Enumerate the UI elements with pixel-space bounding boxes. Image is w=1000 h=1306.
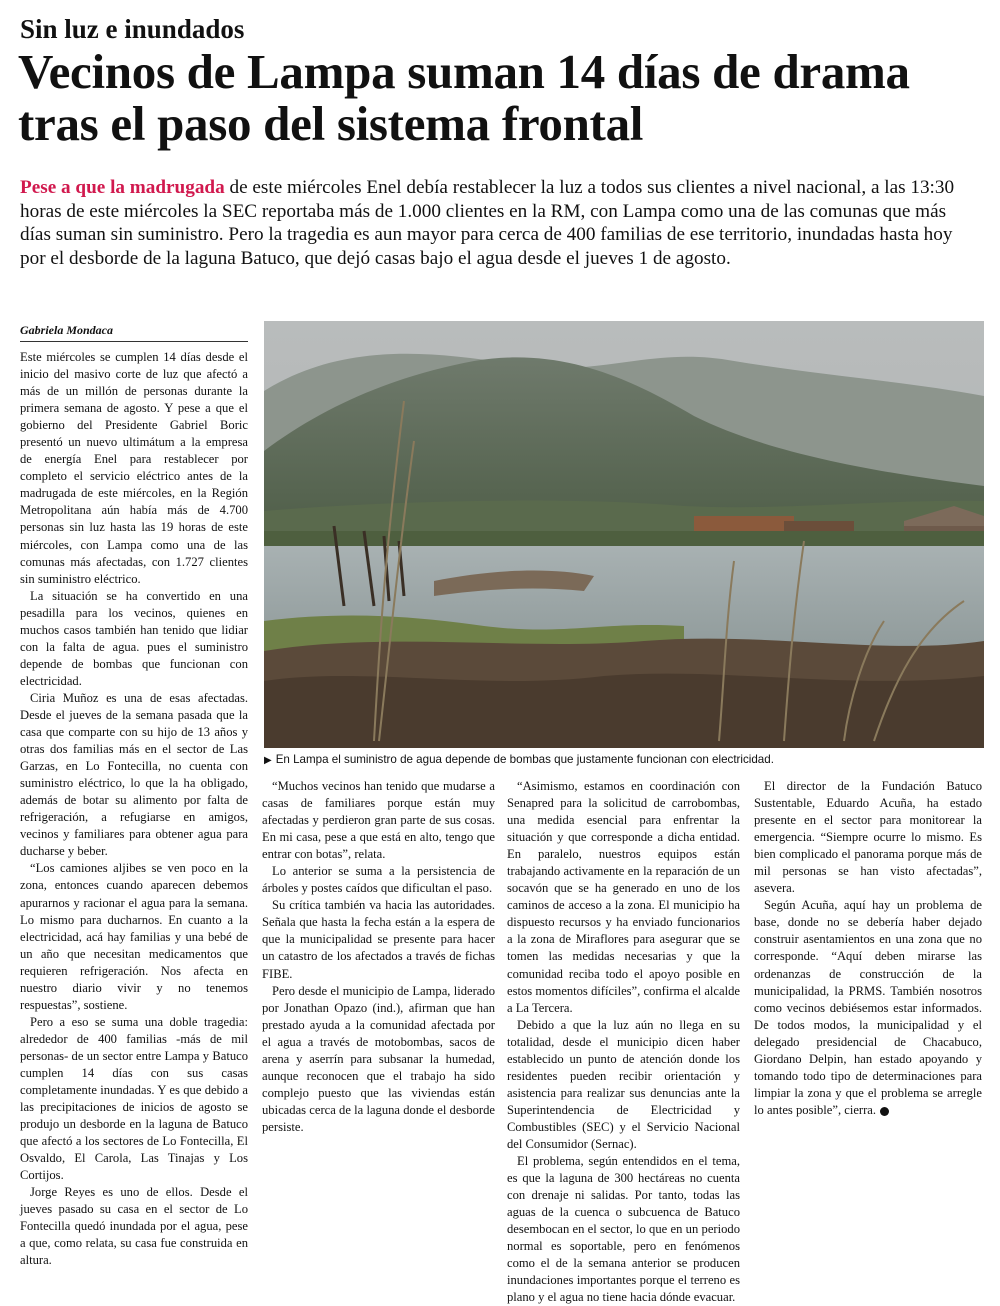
caption-text: En Lampa el suministro de agua depende de bombas que justamente funcionan con electricidad. — [275, 753, 774, 766]
kicker: Sin luz e inundados — [20, 14, 245, 44]
body-paragraph: Lo anterior se suma a la persistencia de árboles y postes caídos que dificultan el paso. — [262, 864, 495, 896]
closing-text: Según Acuña, aquí hay un problema de base, donde no se debería haber dejado construir asentamientos en una zona que no corresponde. “Aquí deben mirarse las ordenanzas de construcción de la municipalidad, la PRMS. También nosotros como vecinos debiésemos estar informados. De todos modos, la municipalidad y el delegado presidencial de Chacabuco, Giordano Delpin, han estado apoyando y tomando todo tipo de determinaciones para limpiar la zona y que el problema se arregle lo antes posible”, cierra. — [754, 898, 982, 1117]
lead-text: de este miércoles Enel debía restablecer la luz a todos sus clientes a nivel nacional, a las 13:30 horas de este miércoles la SEC reportaba más de 1.000 clientes en la RM, con Lampa como una de las comunas que más días suman sin suministro. Pero la tragedia es aun mayor para cerca de 400 familias de ese territorio, inundadas hasta hoy por el desborde de la laguna Batuco, que dejó casas bajo el agua desde el jueves 1 de agosto. — [20, 177, 955, 269]
headline: Vecinos de Lampa suman 14 días de drama tras el paso del sistema frontal — [18, 44, 910, 151]
body-paragraph: Pero a eso se suma una doble tragedia: alrededor de 400 familias -más de mil personas- de un sector entre Lampa y Batuco cumplen 14 días con sus casas completamente inundadas. Y es que debido a las precipitaciones de inicios de agosto se produjo un desborde en la laguna de Batuco que afectó a los sectores de Lo Fontecilla, El Osvaldo, El Carola, Las Tinajas y Los Cortijos. — [20, 1014, 248, 1183]
body-paragraph: La situación se ha convertido en una pesadilla para los vecinos, quienes en muchos casos también han tenido que lidiar con la falta de agua. pues el suministro depende de bombas que funcionan con electricidad. — [20, 588, 248, 688]
byline: Gabriela Mondaca — [20, 323, 248, 342]
flooded-field-photo — [264, 321, 984, 748]
body-paragraph: El director de la Fundación Batuco Sustentable, Eduardo Acuña, ha estado presente en el sector para monitorear la emergencia. “Siempre ocurre lo mismo. Es bien complicado el panorama porque más de mil personas se han visto afectadas”, asevera. — [754, 779, 982, 896]
body-paragraph: Pero desde el municipio de Lampa, liderado por Jonathan Opazo (ind.), afirman que han prestado ayuda a la comunidad afectada por el agua a través de motobombas, sacos de arena y aserrín para subsanar la humedad, aunque reconocen que el trabajo ha sido complejo puesto que las viviendas están ubicadas cerca de la laguna donde el desborde persiste. — [262, 983, 495, 1134]
body-paragraph: “Asimismo, estamos en coordinación con Senapred para la solicitud de carrobombas, una medida esencial para enfrentar la situación y que corresponde a dicha entidad. En paralelo, nuestros equipos están trabajando activamente en la reparación de un socavón que se ha generado en uno de los caminos de acceso a la zona. El municipio ha dispuesto recursos y ha enviado funcionarios a la zona de Miraflores para asegurar que se tomen las medidas necesarias y que la comunidad reciba todo el apoyo posible en estos momentos difíciles”, confirma el alcalde a La Tercera. — [507, 779, 740, 1015]
body-paragraph: “Muchos vecinos han tenido que mudarse a casas de familiares porque están muy afectadas y perdieron gran parte de sus cosas. En mi casa, pese a que está en alto, tengo que entrar con botas”, relata. — [262, 779, 495, 862]
body-paragraph: Jorge Reyes es uno de ellos. Desde el jueves pasado su casa en el sector de Lo Fontecilla quedó inundada por el agua, pese a que, como relata, su casa fue construida en altura. — [20, 1185, 248, 1268]
end-mark-icon — [880, 1107, 889, 1116]
caption-arrow-icon: ▶ — [264, 755, 272, 766]
body-paragraph: Este miércoles se cumplen 14 días desde el inicio del masivo corte de luz que afectó a más de un millón de personas durante la primera semana de agosto. Y pese a que el gobierno del Presidente Gabriel Boric presentó un nuevo ultimátum a la empresa de energía Enel para restablecer por completo el servicio eléctrico antes de la madrugada de este miércoles, en la Región Metropolitana aún había más de 4.700 personas sin luz hasta las 19 horas de este miércoles, con Lampa como una de las comunas más afectadas, con 1.727 clientes sin suministro eléctrico. — [20, 350, 248, 586]
article-column-2 — [262, 778, 495, 1158]
body-paragraph: El problema, según entendidos en el tema, es que la laguna de 300 hectáreas no cuenta con drenaje ni salidas. Por tanto, todas las aguas de la cuenca o subcuenca de Batuco desembocan en el sector, lo que en un periodo normal es soportable, pero en fenómenos como el de la semana anterior se producen inundaciones importantes porque el terreno es plano y el agua no tiene hacia dónde evacuar. — [507, 1154, 740, 1305]
body-paragraph: Ciria Muñoz es una de esas afectadas. Desde el jueves de la semana pasada que la casa que comparte con su hijo de 13 años y otras dos familias más en el sector de Las Garzas, en Lo Fontecilla, no cuenta con suministro eléctrico, lo que la ha obligado, además de botar su alimento por falta de refrigeración, a refugiarse en amigos, vecinos y familiares para obtener agua para ducharse y beber. — [20, 690, 248, 859]
body-paragraph: “Los camiones aljibes se ven poco en la zona, entonces cuando aparecen debemos apurarnos y racionar el agua para la semana. Lo mismo para ducharnos. En cuanto a la electricidad, acá hay familias y una bebé de un año que necesitan medicamentos que requieren refrigeración. Nos afecta en nuestro diario vivir y no tenemos respuestas”, sostiene. — [20, 861, 248, 1012]
article-column-3 — [507, 778, 740, 1305]
byline-block — [20, 323, 248, 342]
lead-paragraph — [20, 176, 980, 270]
body-paragraph: Su crítica también va hacia las autoridades. Señala que hasta la fecha están a la espera de que la municipalidad se presente para hacer un catastro de los afectados a través de fichas FIBE. — [262, 898, 495, 981]
article-column-1 — [20, 349, 248, 1268]
article-column-4 — [754, 778, 982, 1158]
photo-caption — [264, 753, 984, 766]
lead-highlight: Pese a que la madrugada — [20, 177, 225, 198]
body-paragraph — [754, 897, 982, 1119]
body-paragraph: Debido a que la luz aún no llega en su totalidad, desde el municipio dicen haber establecido un punto de atención donde los residentes pueden recibir orientación y asistencia para realizar sus denuncias ante la Superintendencia de Electricidad y Combustibles (SEC) y el Servicio Nacional del Consumidor (Sernac). — [507, 1017, 740, 1151]
